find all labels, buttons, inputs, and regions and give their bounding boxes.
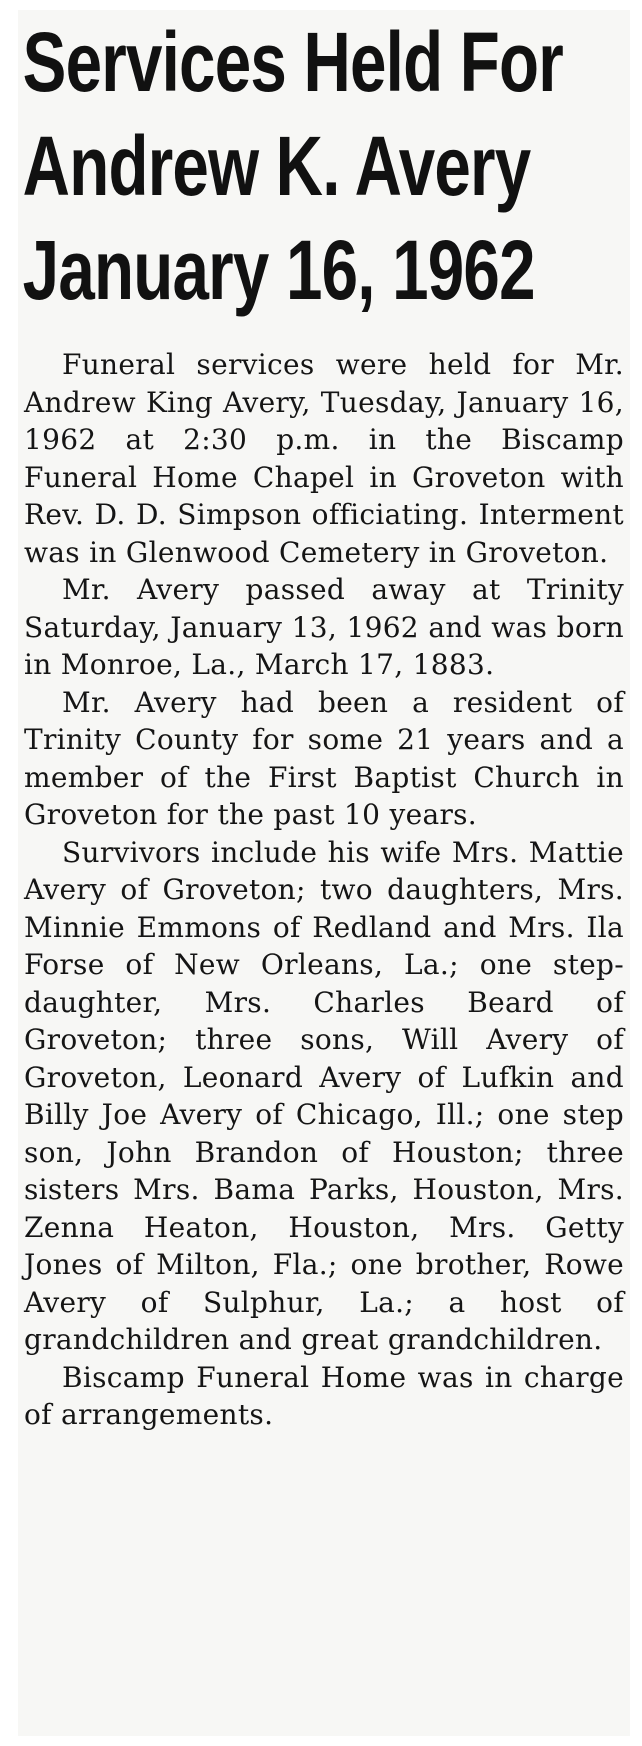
article-paragraph: Mr. Avery had been a resident of Trinity County for some 21 years and a member of the First Baptist Church in Groveton for the past 10 years. [24,685,624,831]
headline-line: January 16, 1962 [22,223,535,317]
headline-line: Andrew K. Avery [22,119,531,213]
article-paragraph: Biscamp Funeral Home was in charge of arrangements. [24,1360,624,1431]
article-paragraph: Funeral services were held for Mr. Andrew King Avery, Tuesday, January 16, 1962 at 2:30 p.m. in the Biscamp Funeral Home Chapel in Groveton with Rev. D. D. Simpson officiating. Interment was in Glenwood Cemetery in Groveton. [24,348,624,569]
article-paragraph: Survivors include his wife Mrs. Mattie Avery of Groveton; two daughters, Mrs. Minnie Emmons of Redland and Mrs. Ila Forse of New Orleans, La.; one step-daughter, Mrs. Charles Beard of Groveton; three sons, Will Avery of Groveton, Leonard Avery of Lufkin and Billy Joe Avery of Chicago, Ill.; one step son, John Brandon of Houston; three sisters Mrs. Bama Parks, Houston, Mrs. Zenna Heaton, Houston, Mrs. Getty Jones of Milton, Fla.; one brother, Rowe Avery of Sulphur, La.; a host of grandchildren and great grandchildren. [24,835,624,1356]
article-body [24,346,624,1434]
newspaper-clipping [18,10,630,1736]
article-paragraph: Mr. Avery passed away at Trinity Saturday, January 13, 1962 and was born in Monroe, La., March 17, 1883. [24,573,624,681]
headline [18,10,631,322]
headline-line: Services Held For [22,15,563,109]
